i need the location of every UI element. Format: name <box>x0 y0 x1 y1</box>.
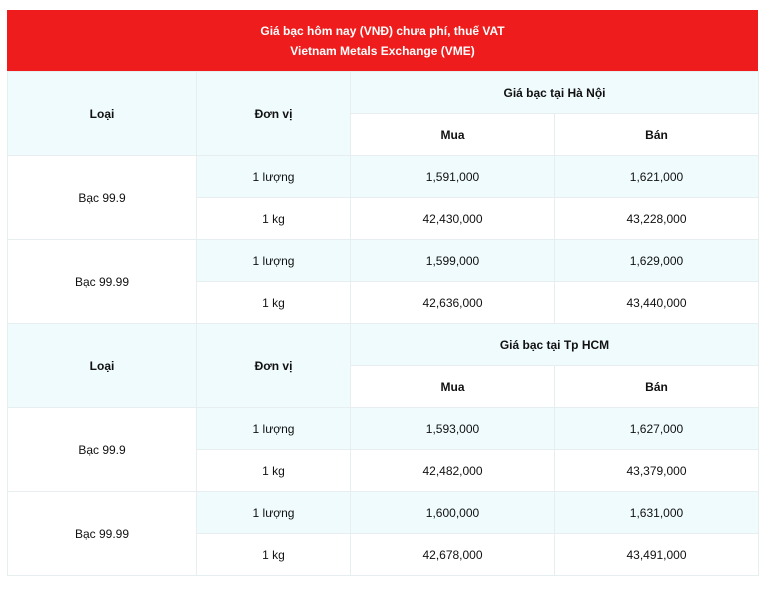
sell-price-cell: 43,440,000 <box>555 282 759 324</box>
region-header-hcm: Giá bạc tại Tp HCM <box>351 324 759 366</box>
unit-cell: 1 kg <box>197 198 351 240</box>
buy-price-cell: 1,600,000 <box>351 492 555 534</box>
buy-price-cell: 1,593,000 <box>351 408 555 450</box>
sell-price-cell: 43,228,000 <box>555 198 759 240</box>
col-header-buy: Mua <box>351 366 555 408</box>
table-row <box>8 156 759 198</box>
silver-price-widget <box>7 10 758 576</box>
buy-price-cell: 1,591,000 <box>351 156 555 198</box>
col-header-buy: Mua <box>351 114 555 156</box>
col-header-sell: Bán <box>555 366 759 408</box>
section-header-row <box>8 324 759 366</box>
silver-type-cell: Bạc 99.9 <box>8 156 197 240</box>
unit-cell: 1 lượng <box>197 408 351 450</box>
sell-price-cell: 1,621,000 <box>555 156 759 198</box>
table-row <box>8 240 759 282</box>
table-banner <box>7 10 758 71</box>
banner-title: Giá bạc hôm nay (VNĐ) chưa phí, thuế VAT <box>260 23 505 38</box>
sell-price-cell: 1,631,000 <box>555 492 759 534</box>
col-header-type: Loại <box>8 72 197 156</box>
buy-price-cell: 42,678,000 <box>351 534 555 576</box>
table-row <box>8 492 759 534</box>
sell-price-cell: 43,491,000 <box>555 534 759 576</box>
col-header-type: Loại <box>8 324 197 408</box>
silver-price-table <box>7 71 759 576</box>
unit-cell: 1 kg <box>197 450 351 492</box>
buy-price-cell: 42,430,000 <box>351 198 555 240</box>
table-row <box>8 408 759 450</box>
sell-price-cell: 43,379,000 <box>555 450 759 492</box>
sell-price-cell: 1,627,000 <box>555 408 759 450</box>
col-header-sell: Bán <box>555 114 759 156</box>
col-header-unit: Đơn vị <box>197 72 351 156</box>
region-header-hanoi: Giá bạc tại Hà Nội <box>351 72 759 114</box>
buy-price-cell: 42,482,000 <box>351 450 555 492</box>
buy-price-cell: 42,636,000 <box>351 282 555 324</box>
silver-type-cell: Bạc 99.99 <box>8 492 197 576</box>
silver-type-cell: Bạc 99.9 <box>8 408 197 492</box>
unit-cell: 1 lượng <box>197 240 351 282</box>
buy-price-cell: 1,599,000 <box>351 240 555 282</box>
unit-cell: 1 kg <box>197 282 351 324</box>
section-header-row <box>8 72 759 114</box>
banner-subtitle: Vietnam Metals Exchange (VME) <box>290 43 475 58</box>
unit-cell: 1 lượng <box>197 492 351 534</box>
sell-price-cell: 1,629,000 <box>555 240 759 282</box>
col-header-unit: Đơn vị <box>197 324 351 408</box>
silver-type-cell: Bạc 99.99 <box>8 240 197 324</box>
unit-cell: 1 lượng <box>197 156 351 198</box>
unit-cell: 1 kg <box>197 534 351 576</box>
